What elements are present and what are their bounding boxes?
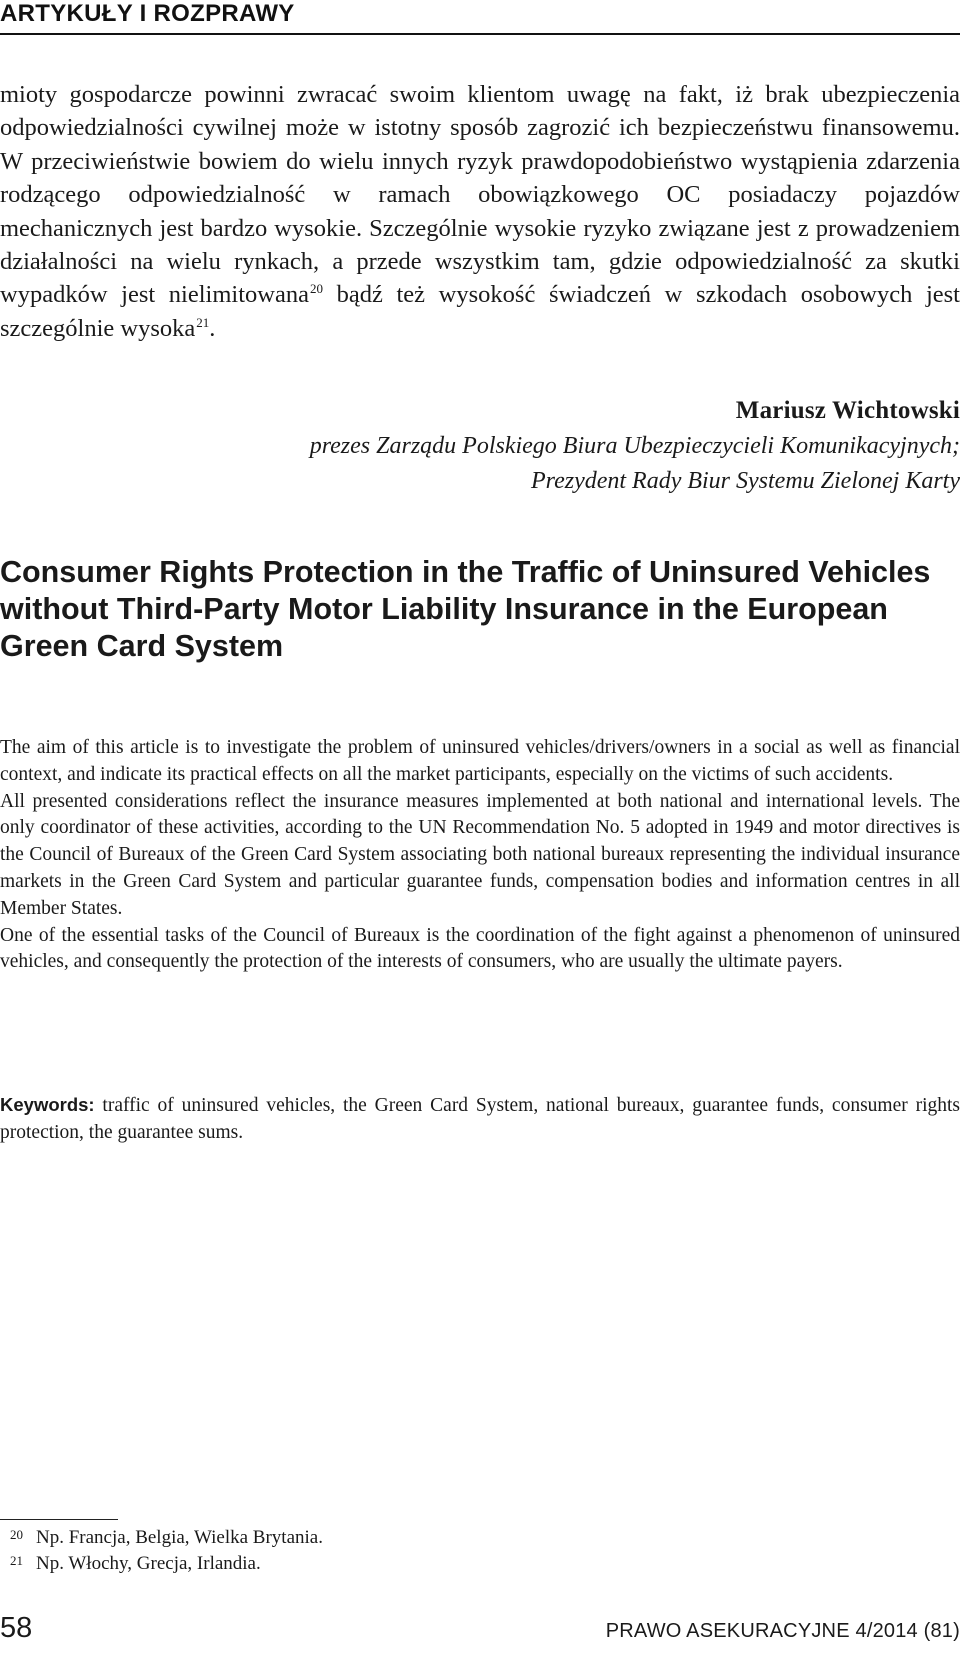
keywords xyxy=(0,1092,960,1147)
abstract-paragraph: All presented considerations reflect the insurance measures implemented at both national and international levels. The only coordinator of these activities, according to the UN Recommendation No. 5 adopted in 1949 and motor directives is the Council of Bureaux of the Green Card System associating both national bureaux representing the individual insurance markets in the Green Card System and particular guarantee funds, compensation bodies and information centres in all Member States. xyxy=(0,790,960,919)
polish-text-part-c: . xyxy=(209,314,216,342)
header-rule xyxy=(0,33,960,35)
polish-paragraph xyxy=(0,78,960,345)
footnotes xyxy=(0,1525,960,1577)
keywords-label: Keywords: xyxy=(0,1094,95,1115)
footnote-ref-20[interactable]: 20 xyxy=(309,281,323,297)
footnote-ref-21[interactable]: 21 xyxy=(196,314,210,330)
author-name: Mariusz Wichtowski xyxy=(735,397,960,424)
author-role-line-2: Prezydent Rady Biur Systemu Zielonej Karty xyxy=(530,468,960,494)
english-article-title: Consumer Rights Protection in the Traffic of Uninsured Vehicles without Third-Party Motor Liability Insurance in the European Green Card System xyxy=(0,555,931,663)
footnote-divider xyxy=(0,1519,118,1520)
footnote-text: Np. Włochy, Grecja, Irlandia. xyxy=(36,1553,261,1574)
keywords-text: traffic of uninsured vehicles, the Green Card System, national bureaux, guarantee funds, consumer rights protection, the guarantee sums. xyxy=(0,1095,960,1143)
author-role-line-1: prezes Zarządu Polskiego Biura Ubezpieczycieli Komunikacyjnych; xyxy=(309,433,960,459)
author-signature xyxy=(310,393,960,499)
footnote-number: 20 xyxy=(10,1527,23,1542)
polish-text-part-b: bądź też wysokość świadczeń w szkodach osobowych jest szczególnie wysoka xyxy=(0,281,960,342)
abstract-paragraph: One of the essential tasks of the Council of Bureaux is the coordination of the fight against a phenomenon of uninsured vehicles, and consequently the protection of the interests of consumers, who are usually the ultimate payers. xyxy=(0,924,960,973)
footnote-item xyxy=(0,1525,960,1551)
section-heading: ARTYKUŁY I ROZPRAWY xyxy=(0,0,295,27)
page-number: 58 xyxy=(0,1612,33,1644)
footnote-item xyxy=(0,1551,960,1577)
footnote-number: 21 xyxy=(10,1553,23,1568)
footnote-text: Np. Francja, Belgia, Wielka Brytania. xyxy=(36,1527,323,1548)
english-abstract xyxy=(0,735,960,976)
abstract-paragraph: The aim of this article is to investigate the problem of uninsured vehicles/drivers/owners in a social as well as financial context, and indicate its practical effects on all the market participants, especially on the victims of such accidents. xyxy=(0,737,960,785)
polish-text-part-a: mioty gospodarcze powinni zwracać swoim klientom uwagę na fakt, iż brak ubezpieczenia odpowiedzialności cywilnej może w istotny sposób zagrozić ich bezpieczeństwu finansowemu. W przeciwieństwie bowiem do wielu innych ryzyk prawdopodobieństwo wystąpienia zdarzenia rodzącego odpowiedzialność w ramach obowiązkowego OC posiadaczy pojazdów mechanicznych jest bardzo wysokie. Szczególnie wysokie ryzyko związane jest z prowadzeniem działalności na wielu rynkach, a przede wszystkim tam, gdzie odpowiedzialność za skutki wypadków jest nielimitowana xyxy=(0,81,960,309)
journal-footer: PRAWO ASEKURACYJNE 4/2014 (81) xyxy=(605,1620,960,1642)
